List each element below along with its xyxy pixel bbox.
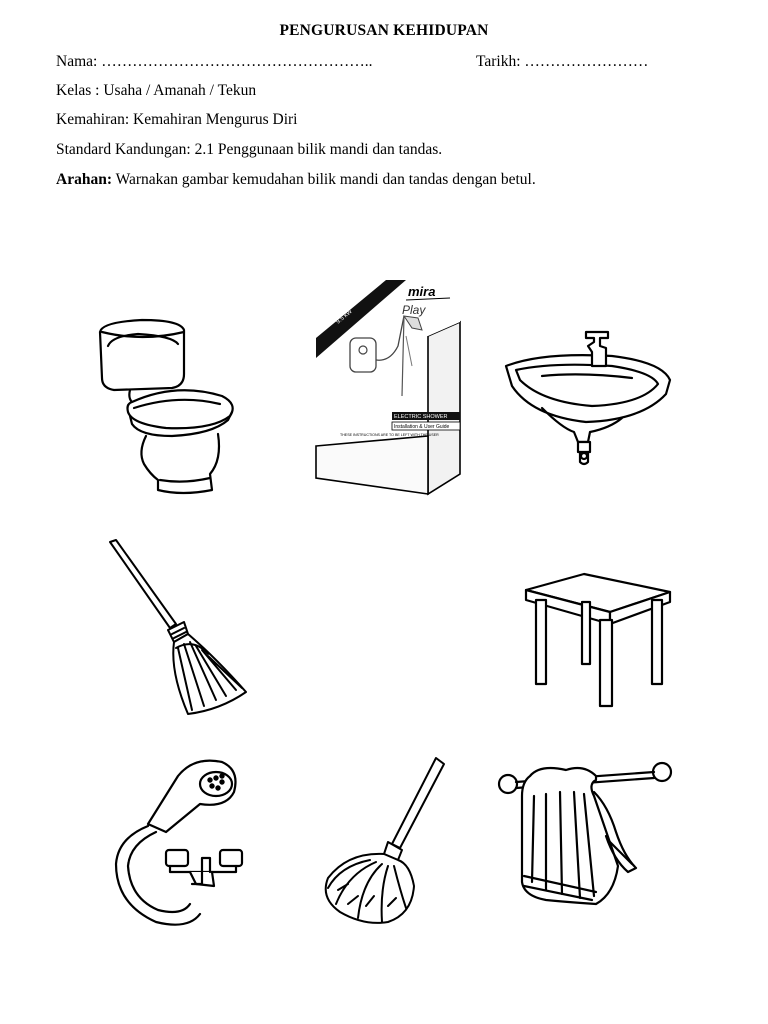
feather-duster-picture — [318, 756, 450, 932]
class-field: Kelas : Usaha / Amanah / Tekun — [56, 82, 257, 99]
instruction-text: Warnakan gambar kemudahan bilik mandi dan tandas dengan betul. — [111, 171, 536, 188]
sink-picture — [502, 328, 674, 468]
skill-field: Kemahiran: Kemahiran Mengurus Diri — [56, 111, 298, 128]
broom-picture — [104, 538, 250, 718]
product-name: Play — [402, 303, 426, 317]
standard-field: Standard Kandungan: 2.1 Penggunaan bilik mandi dan tandas. — [56, 141, 443, 158]
brand-logo: mira — [408, 284, 436, 299]
box-label-1: ELECTRIC SHOWER — [394, 414, 448, 420]
box-footer: THESE INSTRUCTIONS ARE TO BE LEFT WITH THE USER — [340, 433, 439, 437]
power-rating: 9.5 kW — [335, 308, 354, 326]
hand-shower-picture — [108, 754, 250, 930]
name-field: Nama: …………………………………………….. — [56, 53, 373, 70]
instruction-label: Arahan: — [56, 171, 112, 188]
date-field: Tarikh: …………………… — [476, 53, 649, 70]
toilet-picture — [92, 312, 242, 510]
worksheet-title: PENGURUSAN KEHIDUPAN — [279, 22, 489, 39]
stool-picture — [524, 572, 672, 708]
box-label-2: Installation & User Guide — [394, 424, 450, 430]
towel-rail-picture — [496, 756, 676, 906]
electric-shower-box — [310, 276, 470, 498]
instruction-line — [56, 171, 536, 189]
